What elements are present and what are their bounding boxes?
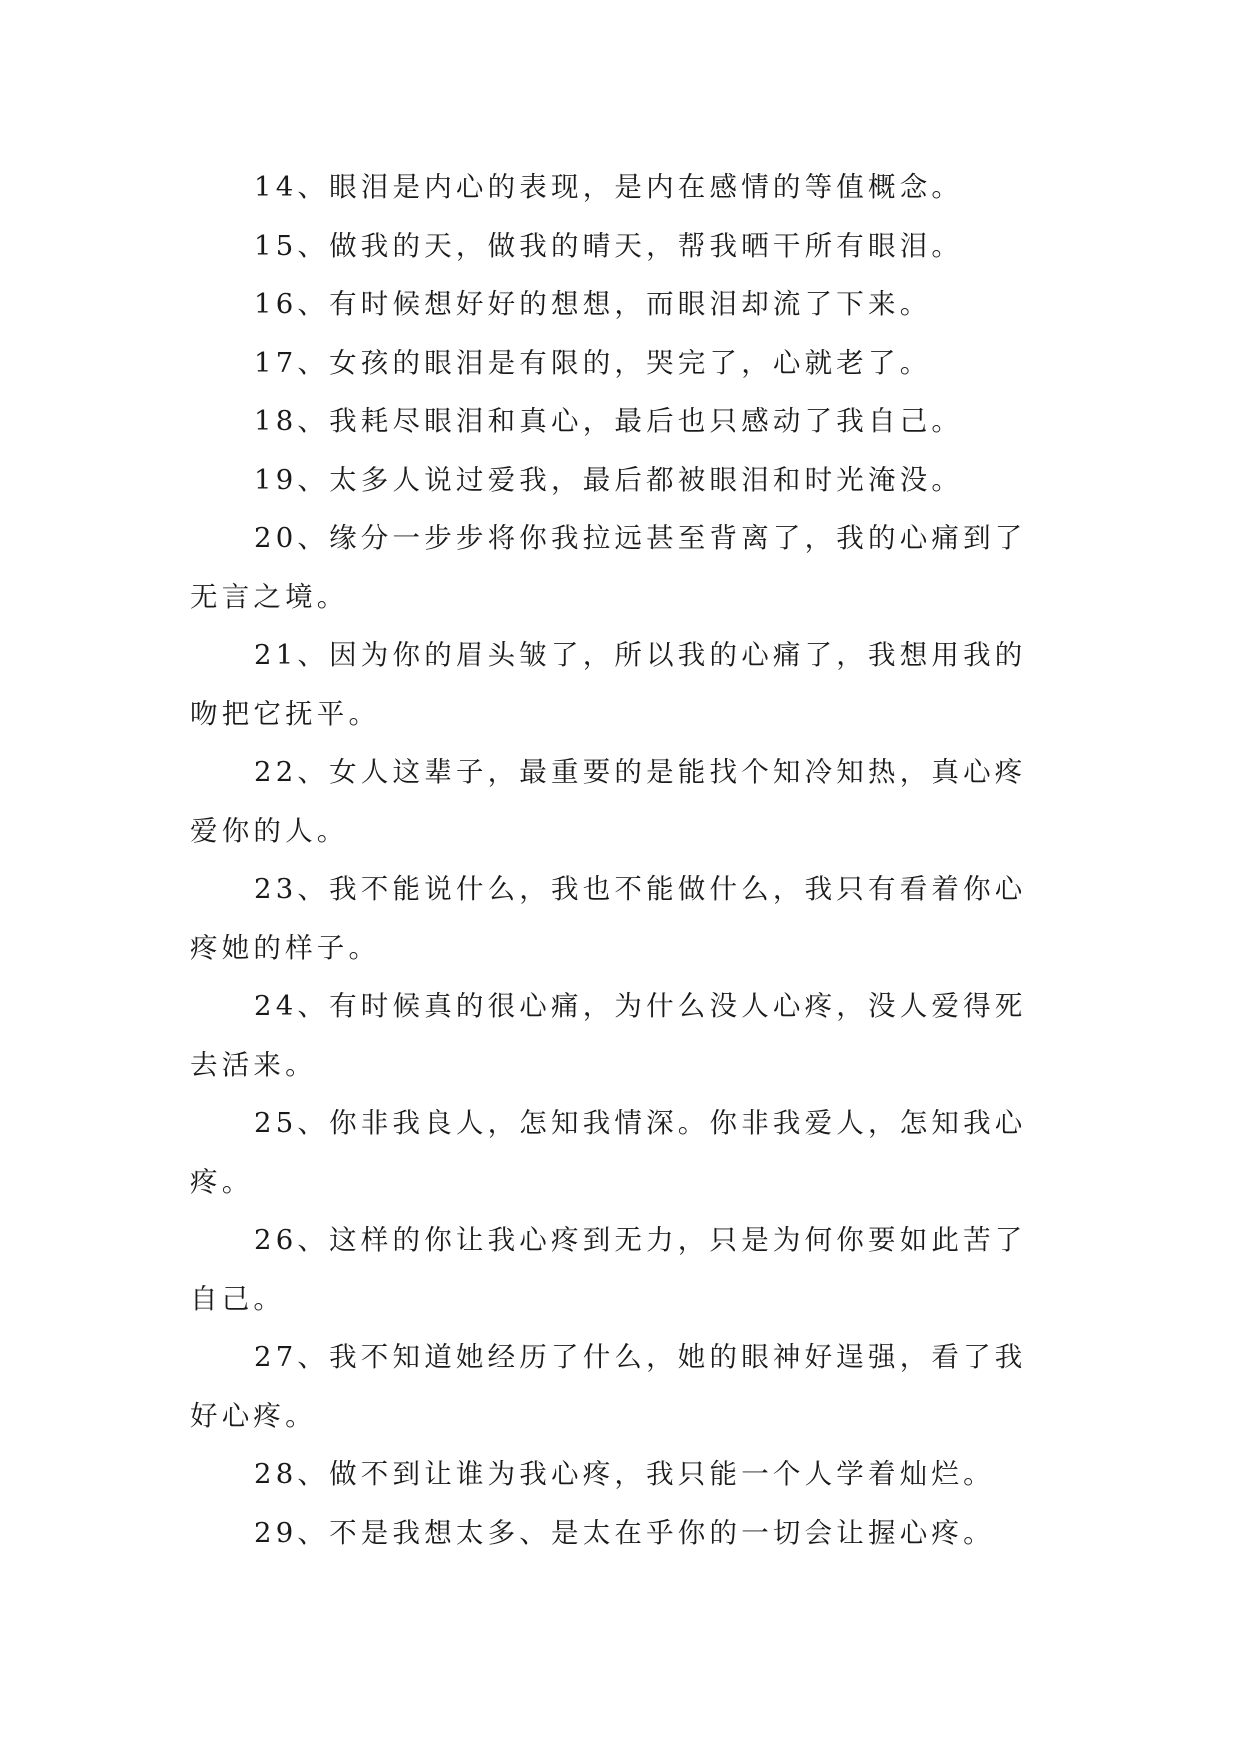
- document-body: [190, 158, 1050, 1562]
- paragraph: 16、有时候想好好的想想，而眼泪却流了下来。: [254, 288, 932, 320]
- paragraph: 15、做我的天，做我的晴天，帮我晒干所有眼泪。: [254, 229, 964, 262]
- paragraph: 17、女孩的眼泪是有限的，哭完了，心就老了。: [254, 346, 932, 379]
- paragraph: 21、因为你的眉头皱了，所以我的心痛了，我想用我的吻把它抚平。: [190, 639, 1027, 730]
- paragraph: 20、缘分一步步将你我拉远甚至背离了，我的心痛到了无言之境。: [190, 522, 1027, 613]
- paragraph: 23、我不能说什么，我也不能做什么，我只有看着你心疼她的样子。: [190, 873, 1027, 964]
- paragraph: 18、我耗尽眼泪和真心，最后也只感动了我自己。: [254, 405, 964, 437]
- paragraph: 22、女人这辈子，最重要的是能找个知冷知热，真心疼爱你的人。: [190, 756, 1027, 847]
- paragraph: 26、这样的你让我心疼到无力，只是为何你要如此苦了自己。: [190, 1224, 1027, 1315]
- paragraph: 28、做不到让谁为我心疼，我只能一个人学着灿烂。: [254, 1458, 995, 1490]
- paragraph: 24、有时候真的很心痛，为什么没人心疼，没人爱得死去活来。: [190, 990, 1027, 1081]
- paragraph: 27、我不知道她经历了什么，她的眼神好逞强，看了我好心疼。: [190, 1341, 1027, 1432]
- paragraph: 25、你非我良人，怎知我情深。你非我爱人，怎知我心疼。: [190, 1107, 1027, 1198]
- paragraph: 14、眼泪是内心的表现，是内在感情的等值概念。: [254, 171, 964, 203]
- paragraph: 19、太多人说过爱我，最后都被眼泪和时光淹没。: [254, 463, 964, 496]
- paragraph: 29、不是我想太多、是太在乎你的一切会让握心疼。: [254, 1516, 995, 1549]
